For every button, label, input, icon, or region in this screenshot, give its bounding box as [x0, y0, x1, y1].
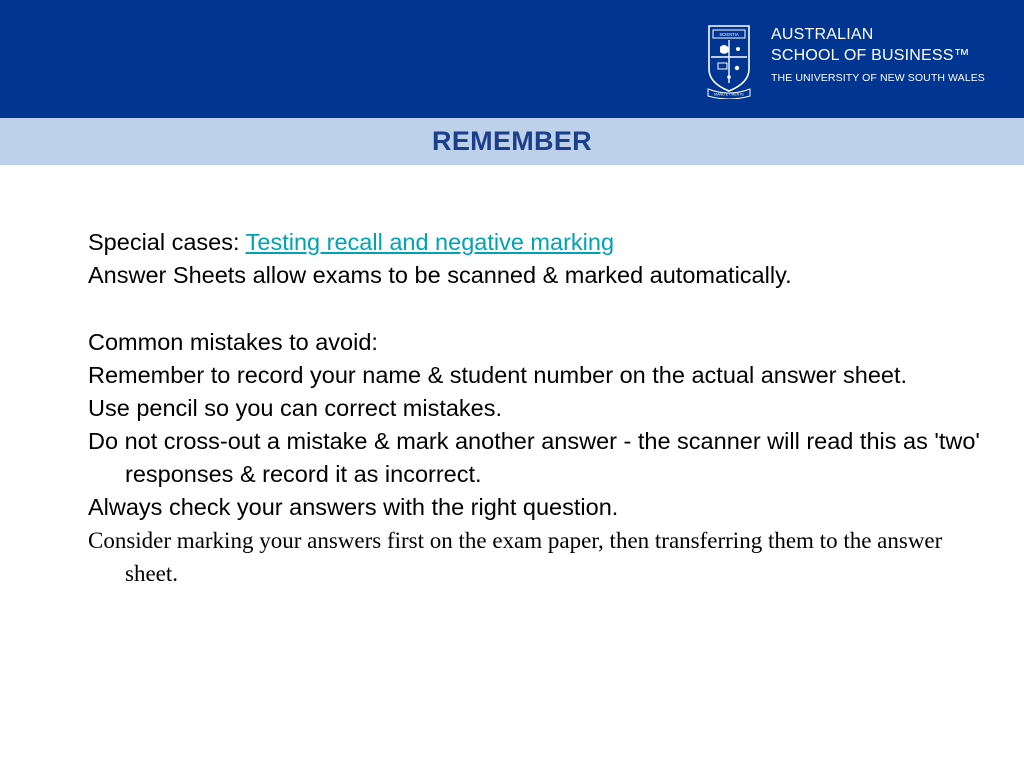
negative-marking-link[interactable]: Testing recall and negative marking [245, 229, 615, 255]
university-name: THE UNIVERSITY OF NEW SOUTH WALES [771, 72, 985, 84]
org-name-line1: AUSTRALIAN [771, 26, 874, 43]
crest-motto-text: MANU ET MENTE [714, 92, 744, 97]
slide-title: REMEMBER [432, 126, 592, 156]
slide-body [88, 226, 988, 590]
unsw-crest-icon [706, 23, 752, 99]
header-band [0, 0, 1024, 118]
list-item: Do not cross-out a mistake & mark another answer - the scanner will read this as 'two' responses & record it as incorrect. [88, 428, 980, 487]
title-band [0, 118, 1024, 165]
list-item: Consider marking your answers first on the exam paper, then transferring them to the answer sheet. [88, 528, 943, 586]
special-cases-prefix: Special cases: [88, 229, 246, 255]
crest-banner-text: SCIENTIA [719, 32, 739, 37]
list-item: Remember to record your name & student number on the actual answer sheet. [88, 362, 908, 388]
answer-sheets-line: Answer Sheets allow exams to be scanned & marked automatically. [88, 262, 792, 288]
list-item: Always check your answers with the right question. [88, 494, 619, 520]
special-cases-line [88, 226, 988, 259]
mistakes-heading: Common mistakes to avoid: [88, 329, 378, 355]
brand-block [771, 24, 985, 85]
list-item: Use pencil so you can correct mistakes. [88, 395, 503, 421]
org-name-line2: SCHOOL OF BUSINESS™ [771, 47, 970, 64]
